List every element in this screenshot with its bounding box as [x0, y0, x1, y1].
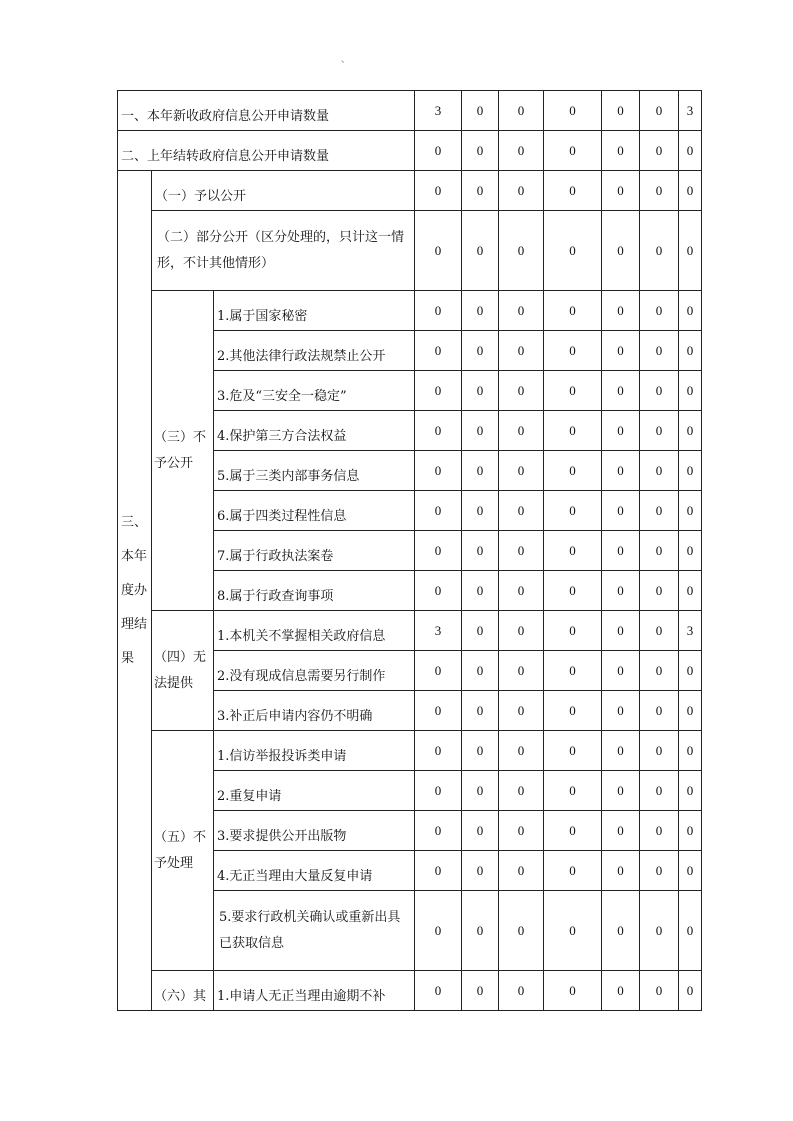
cell-value: 0	[415, 211, 462, 291]
row-label: 2.重复申请	[214, 771, 415, 811]
cell-value: 0	[640, 851, 679, 891]
cell-value: 0	[602, 651, 640, 691]
cell-value: 0	[679, 531, 702, 571]
cell-value: 0	[602, 451, 640, 491]
cell-value: 0	[499, 331, 544, 371]
cell-value: 0	[544, 891, 602, 971]
cell-value: 0	[462, 331, 499, 371]
cell-value: 0	[602, 531, 640, 571]
cell-value: 0	[462, 651, 499, 691]
cell-value: 0	[499, 491, 544, 531]
cell-value: 3	[415, 91, 462, 131]
cell-value: 0	[415, 891, 462, 971]
category-label-not-processed: （五）不予处理	[152, 731, 214, 971]
cell-value: 0	[640, 411, 679, 451]
cell-value: 0	[415, 651, 462, 691]
cell-value: 0	[415, 691, 462, 731]
cell-value: 0	[462, 571, 499, 611]
cell-value: 0	[602, 211, 640, 291]
row-label: 1.本机关不掌握相关政府信息	[214, 611, 415, 651]
cell-value: 0	[679, 971, 702, 1011]
cell-value: 0	[679, 171, 702, 211]
table-row	[118, 611, 702, 651]
cell-value: 0	[499, 611, 544, 651]
cell-value: 0	[602, 331, 640, 371]
cell-value: 0	[544, 731, 602, 771]
cell-value: 0	[640, 651, 679, 691]
cell-value: 0	[602, 291, 640, 331]
cell-value: 0	[602, 131, 640, 171]
cell-value: 0	[679, 571, 702, 611]
cell-value: 0	[602, 91, 640, 131]
cell-value: 0	[544, 611, 602, 651]
row-label: 7.属于行政执法案卷	[214, 531, 415, 571]
cell-value: 0	[462, 971, 499, 1011]
cell-value: 3	[679, 91, 702, 131]
cell-value: 0	[462, 491, 499, 531]
row-label: 4.无正当理由大量反复申请	[214, 851, 415, 891]
cell-value: 0	[640, 91, 679, 131]
cell-value: 0	[679, 211, 702, 291]
cell-value: 0	[640, 131, 679, 171]
cell-value: 0	[544, 811, 602, 851]
cell-value: 0	[640, 891, 679, 971]
cell-value: 0	[462, 531, 499, 571]
cell-value: 0	[602, 571, 640, 611]
cell-value: 0	[602, 891, 640, 971]
cell-value: 0	[679, 331, 702, 371]
table-row	[118, 731, 702, 771]
category-label-not-disclosed: （三）不予公开	[152, 291, 214, 611]
cell-value: 0	[640, 611, 679, 651]
cell-value: 0	[640, 291, 679, 331]
row-label: 8.属于行政查询事项	[214, 571, 415, 611]
table-row	[118, 211, 702, 291]
row-label-partially-disclosed: （二）部分公开（区分处理的，只计这一情形，不计其他情形）	[152, 211, 415, 291]
cell-value: 0	[544, 331, 602, 371]
cell-value: 0	[499, 811, 544, 851]
cell-value: 0	[415, 491, 462, 531]
cell-value: 0	[544, 91, 602, 131]
cell-value: 0	[544, 211, 602, 291]
row-label: 4.保护第三方合法权益	[214, 411, 415, 451]
row-label: 1.申请人无正当理由逾期不补	[214, 971, 415, 1011]
row-label-carried-requests: 二、上年结转政府信息公开申请数量	[118, 131, 415, 171]
table-row	[118, 91, 702, 131]
cell-value: 0	[462, 131, 499, 171]
cell-value: 0	[544, 531, 602, 571]
gov-info-disclosure-table	[117, 90, 702, 1011]
row-label: 1.属于国家秘密	[214, 291, 415, 331]
row-label: 3.要求提供公开出版物	[214, 811, 415, 851]
cell-value: 0	[499, 971, 544, 1011]
cell-value: 0	[640, 211, 679, 291]
cell-value: 0	[415, 971, 462, 1011]
cell-value: 0	[499, 211, 544, 291]
cell-value: 0	[499, 131, 544, 171]
cell-value: 0	[640, 691, 679, 731]
cell-value: 0	[640, 491, 679, 531]
cell-value: 0	[415, 171, 462, 211]
row-label-disclosed: （一）予以公开	[152, 171, 415, 211]
cell-value: 0	[499, 451, 544, 491]
cell-value: 0	[679, 371, 702, 411]
cell-value: 0	[602, 811, 640, 851]
row-label: 1.信访举报投诉类申请	[214, 731, 415, 771]
cell-value: 0	[462, 851, 499, 891]
cell-value: 0	[602, 611, 640, 651]
cell-value: 0	[640, 571, 679, 611]
cell-value: 0	[640, 811, 679, 851]
cell-value: 0	[499, 731, 544, 771]
cell-value: 0	[679, 811, 702, 851]
cell-value: 0	[679, 691, 702, 731]
cell-value: 0	[602, 731, 640, 771]
cell-value: 0	[544, 291, 602, 331]
cell-value: 0	[602, 171, 640, 211]
cell-value: 0	[640, 771, 679, 811]
cell-value: 0	[415, 531, 462, 571]
cell-value: 0	[499, 771, 544, 811]
cell-value: 0	[415, 411, 462, 451]
cell-value: 0	[640, 371, 679, 411]
cell-value: 0	[679, 731, 702, 771]
row-label: 3.补正后申请内容仍不明确	[214, 691, 415, 731]
cell-value: 0	[499, 891, 544, 971]
cell-value: 0	[640, 531, 679, 571]
cell-value: 0	[499, 411, 544, 451]
cell-value: 0	[462, 171, 499, 211]
cell-value: 0	[415, 131, 462, 171]
cell-value: 0	[679, 851, 702, 891]
cell-value: 0	[499, 651, 544, 691]
cell-value: 0	[679, 891, 702, 971]
cell-value: 0	[544, 411, 602, 451]
cell-value: 0	[415, 731, 462, 771]
cell-value: 0	[462, 371, 499, 411]
category-label-other: （六）其	[152, 971, 214, 1011]
table-row	[118, 131, 702, 171]
cell-value: 0	[679, 131, 702, 171]
cell-value: 0	[544, 691, 602, 731]
cell-value: 0	[679, 291, 702, 331]
cell-value: 0	[462, 731, 499, 771]
cell-value: 0	[462, 811, 499, 851]
cell-value: 0	[544, 371, 602, 411]
cell-value: 0	[499, 691, 544, 731]
cell-value: 0	[544, 771, 602, 811]
cell-value: 0	[544, 171, 602, 211]
cell-value: 0	[499, 291, 544, 331]
cell-value: 0	[544, 131, 602, 171]
cell-value: 0	[415, 571, 462, 611]
category-label-unable-to-provide: （四）无法提供	[152, 611, 214, 731]
cell-value: 0	[499, 371, 544, 411]
table-row	[118, 971, 702, 1011]
cell-value: 0	[415, 851, 462, 891]
cell-value: 0	[679, 491, 702, 531]
cell-value: 0	[499, 571, 544, 611]
cell-value: 0	[415, 291, 462, 331]
cell-value: 0	[415, 371, 462, 411]
cell-value: 0	[462, 891, 499, 971]
cell-value: 0	[415, 771, 462, 811]
cell-value: 0	[544, 571, 602, 611]
cell-value: 3	[679, 611, 702, 651]
cell-value: 0	[415, 451, 462, 491]
cell-value: 0	[640, 971, 679, 1011]
cell-value: 0	[679, 651, 702, 691]
cell-value: 0	[499, 171, 544, 211]
cell-value: 0	[544, 491, 602, 531]
row-label: 2.没有现成信息需要另行制作	[214, 651, 415, 691]
row-label: 2.其他法律行政法规禁止公开	[214, 331, 415, 371]
cell-value: 0	[640, 171, 679, 211]
row-label: 6.属于四类过程性信息	[214, 491, 415, 531]
cell-value: 0	[462, 211, 499, 291]
cell-value: 0	[602, 851, 640, 891]
row-label: 5.要求行政机关确认或重新出具已获取信息	[214, 891, 415, 971]
cell-value: 0	[499, 851, 544, 891]
row-label: 5.属于三类内部事务信息	[214, 451, 415, 491]
cell-value: 0	[544, 971, 602, 1011]
cell-value: 0	[462, 411, 499, 451]
cell-value: 0	[602, 691, 640, 731]
cell-value: 0	[602, 491, 640, 531]
cell-value: 0	[462, 771, 499, 811]
cell-value: 3	[415, 611, 462, 651]
cell-value: 0	[462, 691, 499, 731]
table-row	[118, 171, 702, 211]
cell-value: 0	[640, 331, 679, 371]
cell-value: 0	[679, 771, 702, 811]
cell-value: 0	[602, 411, 640, 451]
cell-value: 0	[462, 291, 499, 331]
cell-value: 0	[462, 91, 499, 131]
cell-value: 0	[544, 651, 602, 691]
table-row	[118, 291, 702, 331]
cell-value: 0	[679, 451, 702, 491]
cell-value: 0	[415, 331, 462, 371]
cell-value: 0	[679, 411, 702, 451]
section-label-results: 三、本年度办理结果	[118, 171, 152, 1011]
cell-value: 0	[544, 851, 602, 891]
cell-value: 0	[544, 451, 602, 491]
cell-value: 0	[415, 811, 462, 851]
cell-value: 0	[602, 971, 640, 1011]
cell-value: 0	[462, 611, 499, 651]
cell-value: 0	[462, 451, 499, 491]
row-label-new-requests: 一、本年新收政府信息公开申请数量	[118, 91, 415, 131]
cell-value: 0	[602, 771, 640, 811]
cell-value: 0	[602, 371, 640, 411]
cell-value: 0	[640, 731, 679, 771]
cell-value: 0	[499, 91, 544, 131]
row-label: 3.危及“三安全一稳定”	[214, 371, 415, 411]
cell-value: 0	[640, 451, 679, 491]
cell-value: 0	[499, 531, 544, 571]
page-mark: 、	[341, 55, 351, 65]
